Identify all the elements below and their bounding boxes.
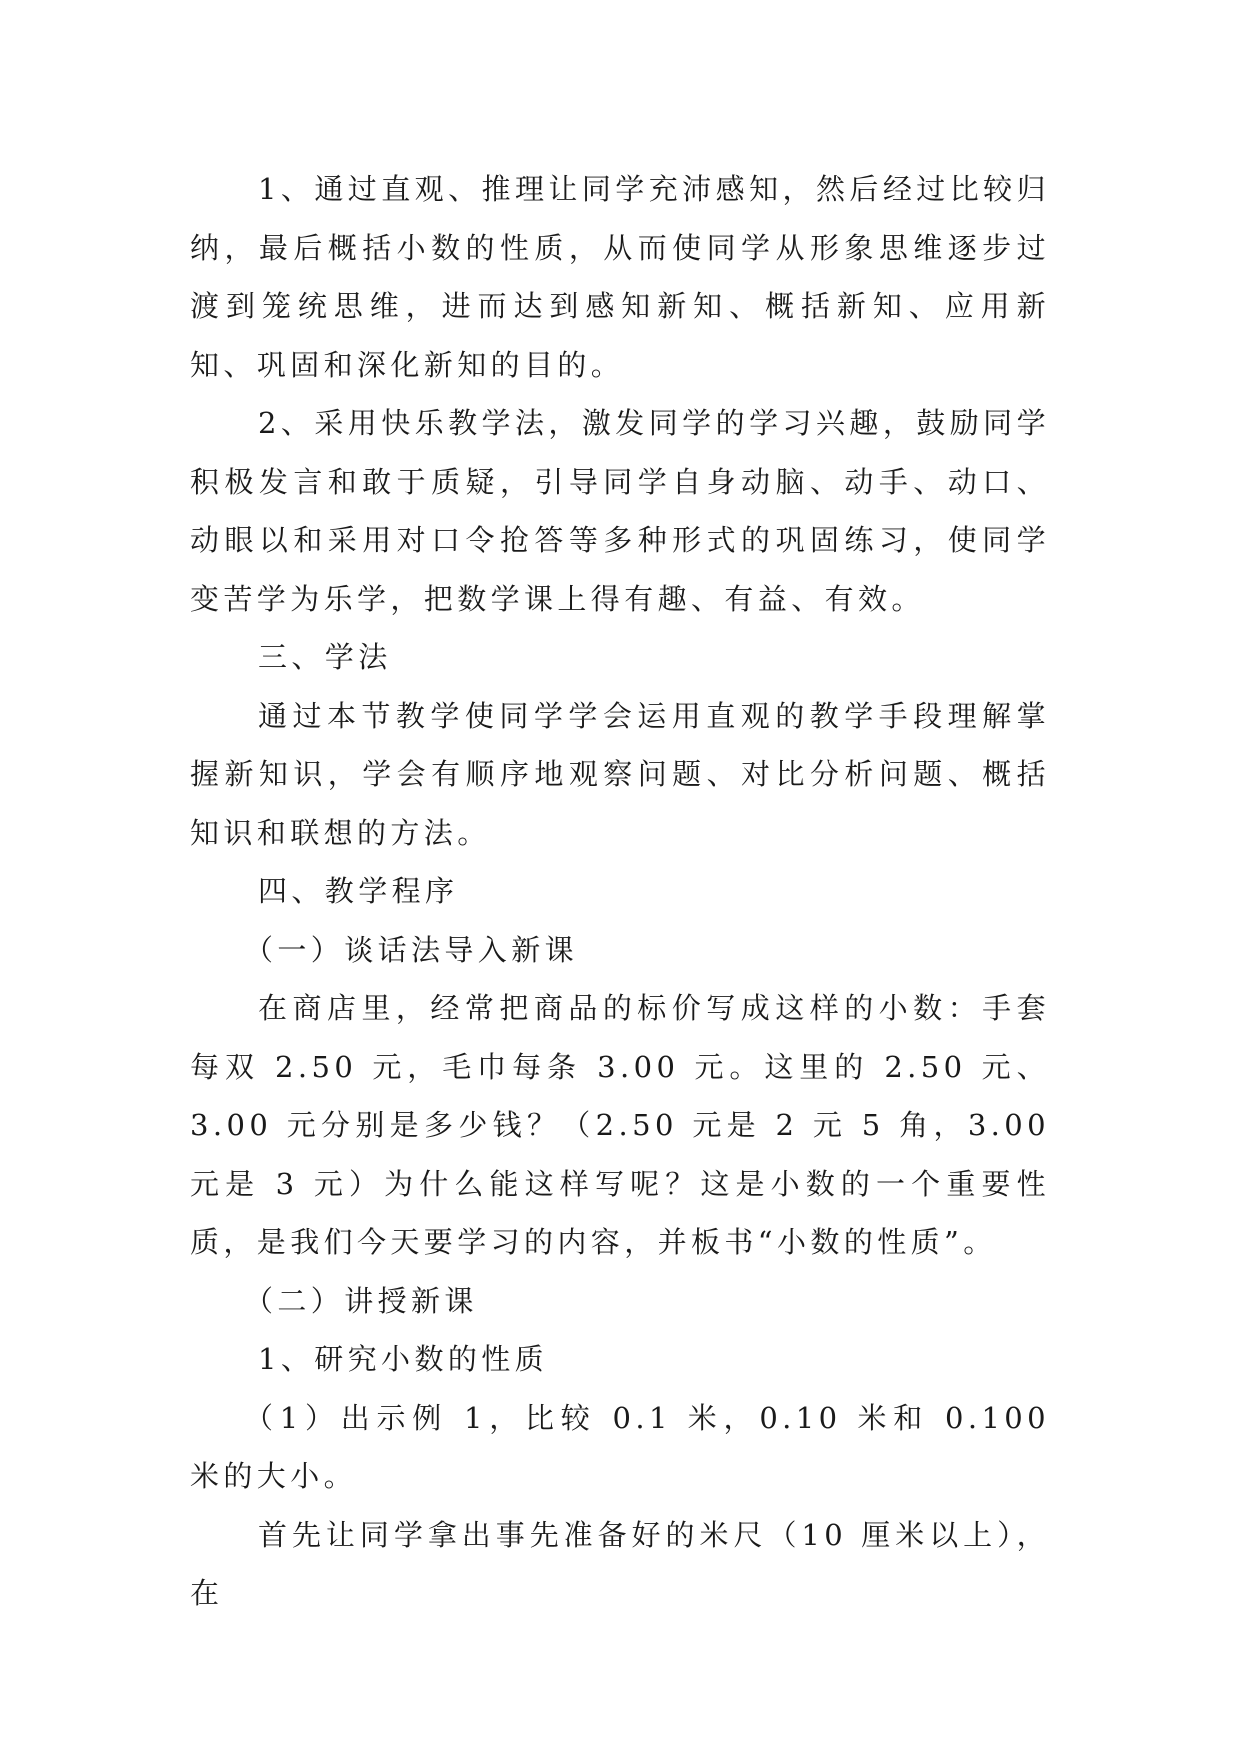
paragraph-method-1: 1、通过直观、推理让同学充沛感知，然后经过比较归纳，最后概括小数的性质，从而使同学从形象思维逐步过渡到笼统思维，进而达到感知新知、概括新知、应用新知、巩固和深化新知的目的。 <box>190 172 1050 382</box>
item-heading-study-properties: 1、研究小数的性质 <box>258 1342 549 1376</box>
paragraph-ruler-activity: 首先让同学拿出事先准备好的米尺（10 厘米以上），在 <box>190 1517 1050 1610</box>
paragraph-example-1: （1）出示例 1，比较 0.1 米，0.10 米和 0.100 米的大小。 <box>190 1400 1050 1493</box>
document-page <box>190 160 1050 1623</box>
paragraph-learning-method: 通过本节教学使同学学会运用直观的教学手段理解掌握新知识，学会有顺序地观察问题、对比分析问题、概括知识和联想的方法。 <box>190 698 1050 850</box>
subsection-heading-new-lesson: （二）讲授新课 <box>244 1283 478 1318</box>
paragraph-introduction: 在商店里，经常把商品的标价写成这样的小数：手套每双 2.50 元，毛巾每条 3.00 元。这里的 2.50 元、3.00 元分别是多少钱？（2.50 元是 2 元 5 角，3.00 元是 3 元）为什么能这样写呢？这是小数的一个重要性质，是我们今天要学习的内容，并板书“小数的性质”。 <box>190 991 1050 1259</box>
section-heading-teaching-procedure: 四、教学程序 <box>258 874 459 908</box>
paragraph-method-2: 2、采用快乐教学法，激发同学的学习兴趣，鼓励同学积极发言和敢于质疑，引导同学自身动脑、动手、动口、动眼以和采用对口令抢答等多种形式的巩固练习，使同学变苦学为乐学，把数学课上得有趣、有益、有效。 <box>190 406 1050 616</box>
section-heading-learning-method: 三、学法 <box>258 640 392 674</box>
subsection-heading-introduction: （一）谈话法导入新课 <box>244 932 579 967</box>
